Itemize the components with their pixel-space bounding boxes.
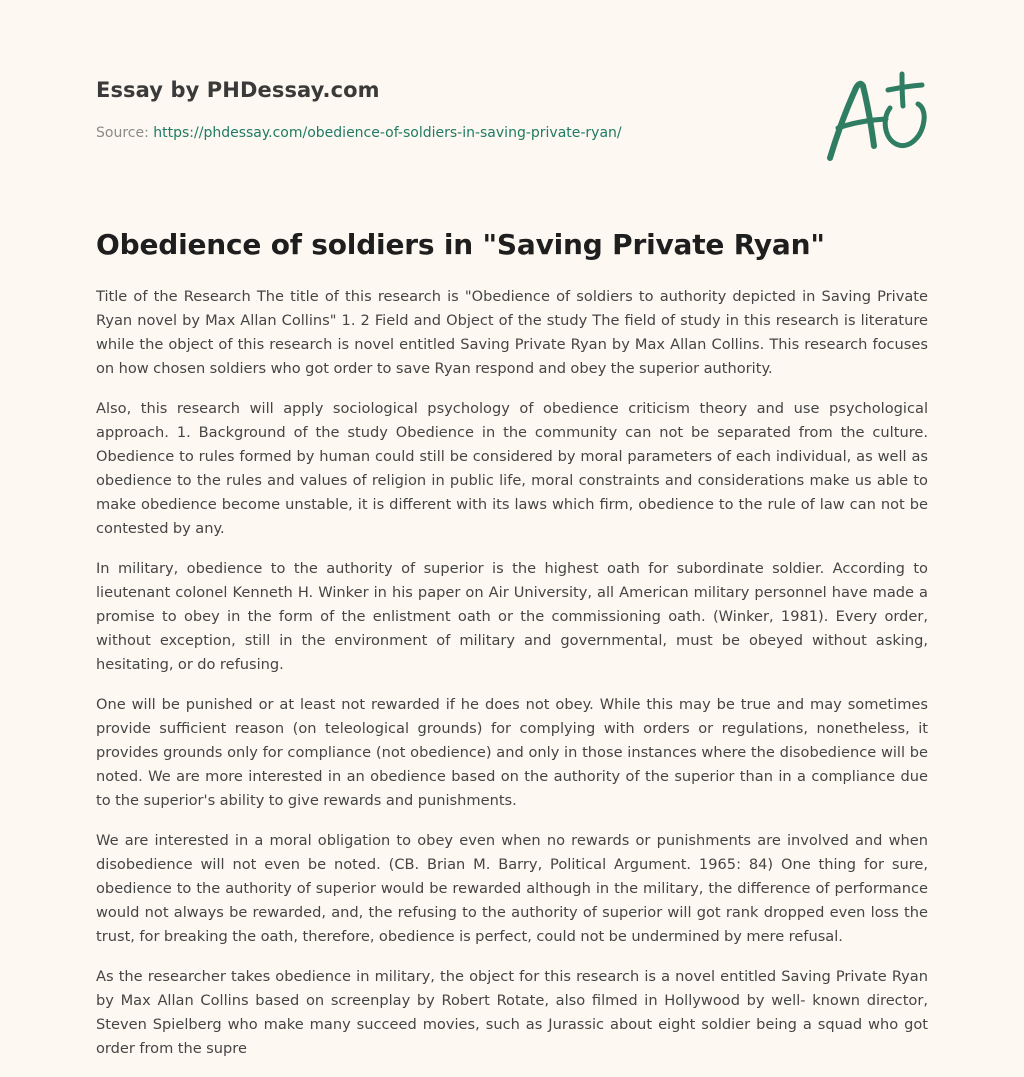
essay-paragraph: In military, obedience to the authority of superior is the highest oath for subordinate soldier. According to lieutenant colonel Kenneth H. Winker in his paper on Air University, all American military personnel have made a promise to obey in the form of the enlistment oath or the commissioning oath. (Winker, 1981). Every order, without exception, still in the environment of military and governmental, must be obeyed without asking, hesitating, or do refusing.: [96, 560, 928, 673]
source-line: [96, 124, 796, 142]
essay-paragraph: Title of the Research The title of this research is "Obedience of soldiers to authority depicted in Saving Private Ryan novel by Max Allan Collins" 1. 2 Field and Object of the study The field of study in this research is literature while the object of this research is novel entitled Saving Private Ryan by Max Allan Collins. This research focuses on how chosen soldiers who got order to save Ryan respond and obey the superior authority.: [96, 288, 928, 377]
source-link[interactable]: https://phdessay.com/obedience-of-soldiers-in-saving-private-ryan/: [153, 125, 622, 141]
essay-paragraph: As the researcher takes obedience in military, the object for this research is a novel entitled Saving Private Ryan by Max Allan Collins based on screenplay by Robert Rotate, also filmed in Hollywood by well- known director, Steven Spielberg who make many succeed movies, such as Jurassic about eight soldier being a squad who got order from the supre: [96, 968, 928, 1057]
site-title: Essay by PHDessay.com: [96, 78, 380, 102]
page-header: [96, 76, 796, 142]
essay-body: [96, 285, 928, 1077]
essay-paragraph: One will be punished or at least not rewarded if he does not obey. While this may be true and may sometimes provide sufficient reason (on teleological grounds) for complying with orders or regulations, nonetheless, it provides grounds only for compliance (not obedience) and only in those instances where the disobedience will be noted. We are more interested in an obedience based on the authority of the superior than in a compliance due to the superior's ability to give rewards and punishments.: [96, 696, 928, 809]
essay-title: Obedience of soldiers in "Saving Private Ryan": [96, 228, 825, 261]
essay-paragraph: Also, this research will apply sociological psychology of obedience criticism theory and use psychological approach. 1. Background of the study Obedience in the community can not be separated from the culture. Obedience to rules formed by human could still be considered by moral parameters of each individual, as well as obedience to the rules and values of religion in public life, moral constraints and considerations make us able to make obedience become unstable, it is different with its laws which firm, obedience to the rule of law can not be contested by any.: [96, 400, 928, 537]
a-plus-logo: [822, 68, 930, 164]
essay-paragraph: We are interested in a moral obligation to obey even when no rewards or punishments are involved and when disobedience will not even be noted. (CB. Brian M. Barry, Political Argument. 1965: 84) One thing for sure, obedience to the authority of superior would be rewarded although in the military, the difference of performance would not always be rewarded, and, the refusing to the authority of superior will got rank dropped even loss the trust, for breaking the oath, therefore, obedience is perfect, could not be undermined by mere refusal.: [96, 832, 928, 945]
source-label: Source:: [96, 125, 154, 141]
